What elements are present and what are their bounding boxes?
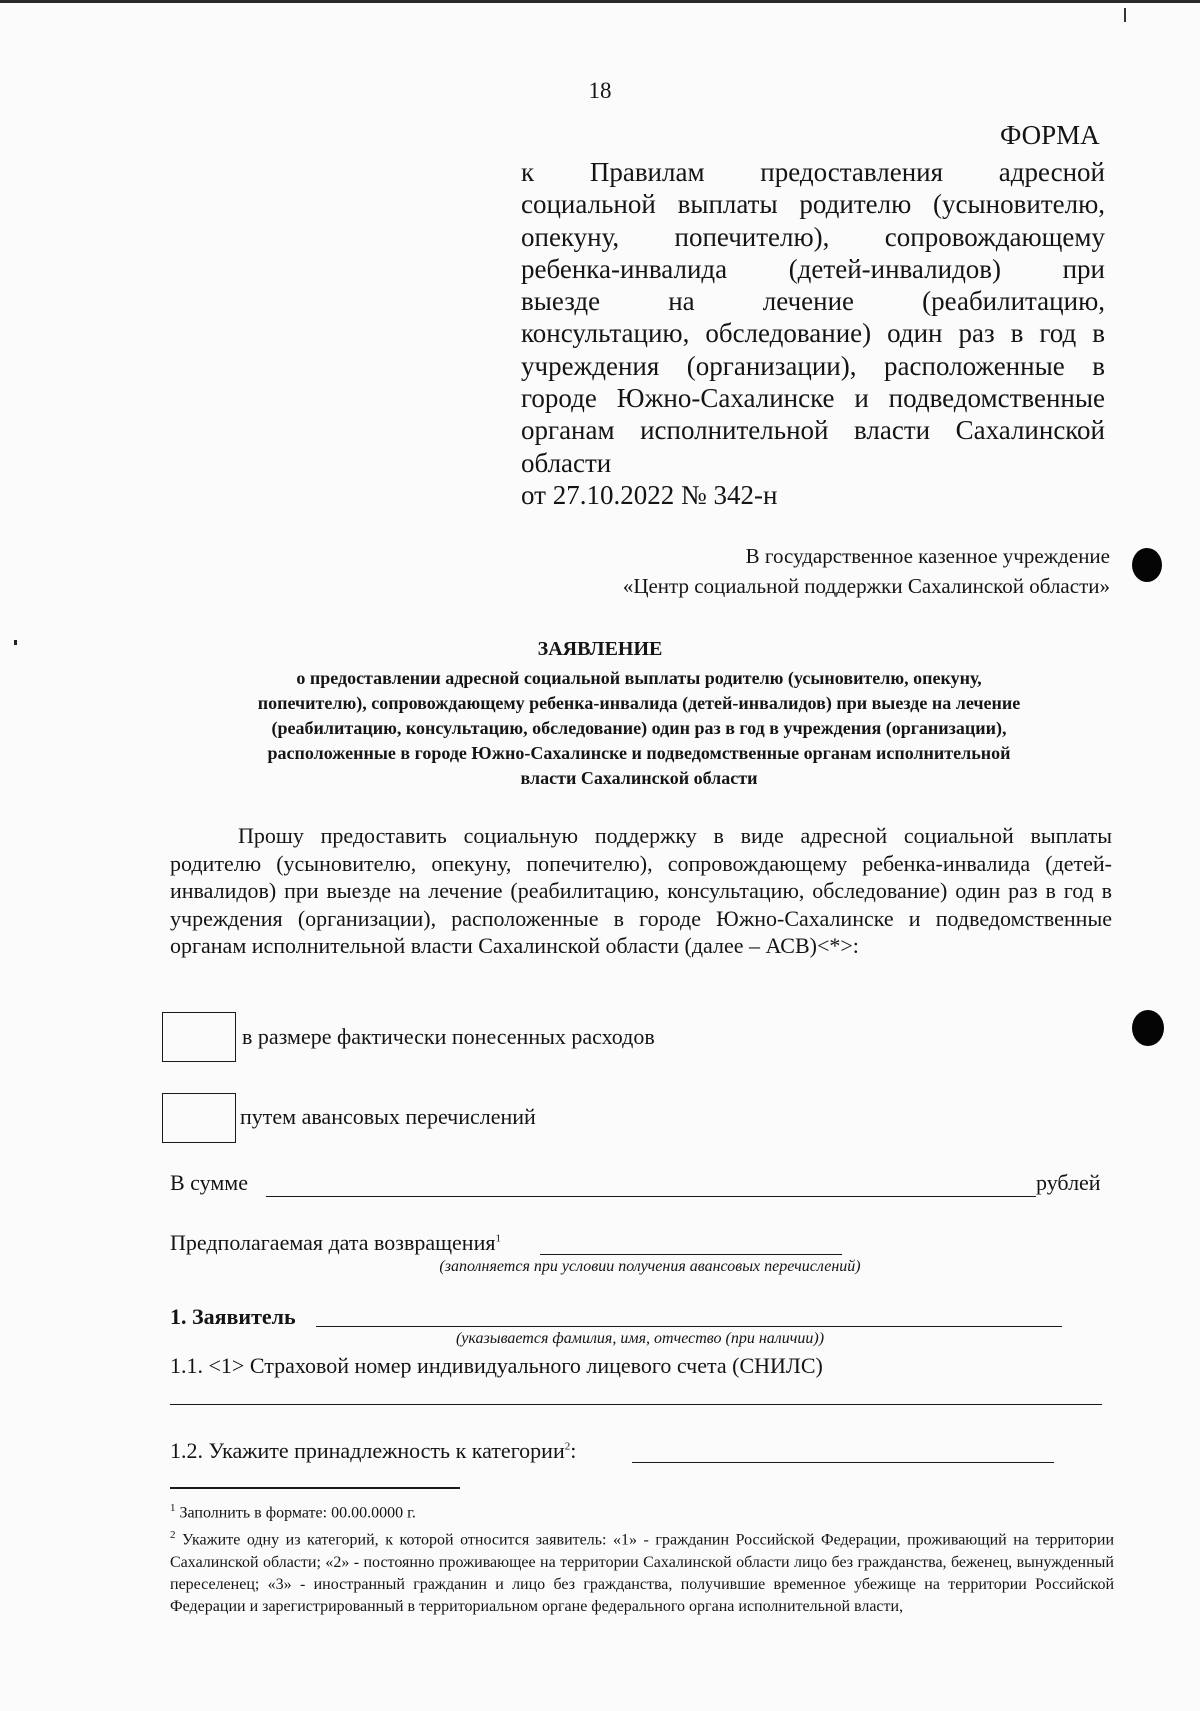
footnote-2-text: Укажите одну из категорий, к которой относится заявитель: «1» - гражданин Российской Федерации, проживающий на территории Сахалинской области; «2» - постоянно проживающее на территории Сахалинской области лицо без гражданства, беженец, вынужденный переселенец; «3» - иностранный гражданин и лицо без гражданства, получившие временное убежище на территории Российской Федерации и зарегистрированный в территориальном органе федерального органа исполнительной власти, (170, 1531, 1115, 1615)
recipient-block (500, 541, 1110, 601)
document-subtitle (150, 666, 1128, 791)
binder-hole-mark (1132, 548, 1162, 582)
amount-unit: рублей (1036, 1170, 1101, 1195)
amount-label: В сумме (170, 1170, 248, 1195)
recipient-line: В государственное казенное учреждение (745, 544, 1110, 568)
appendix-reference: от 27.10.2022 № 342-н (521, 479, 778, 510)
footnote-1-mark: 1 (170, 1502, 176, 1514)
recipient-line: «Центр социальной поддержки Сахалинской области» (622, 574, 1110, 598)
document-title: ЗАЯВЛЕНИЕ (537, 638, 663, 660)
option-actual-expenses-checkbox[interactable] (162, 1012, 236, 1062)
scan-mark (1124, 8, 1126, 22)
subtitle-line: (реабилитацию, консультацию, обследование) один раз в год в учреждения (организации), (271, 718, 1007, 738)
return-date-label: Предполагаемая дата возвращения (170, 1230, 496, 1255)
return-date-field[interactable] (540, 1230, 842, 1255)
applicant-note: (указывается фамилия, имя, отчество (при наличии)) (455, 1330, 825, 1347)
applicant-label: 1. Заявитель (170, 1304, 296, 1329)
request-paragraph (170, 822, 1112, 960)
amount-field[interactable] (266, 1172, 1036, 1197)
appendix-line: выезде на лечение (реабилитацию, (521, 286, 1105, 317)
binder-hole-mark (1132, 1010, 1164, 1046)
footnote-1-text: Заполнить в формате: 00.00.0000 г. (179, 1504, 416, 1522)
category-label-row (170, 1438, 576, 1464)
snils-label: 1.1. <1> Страховой номер индивидуального лицевого счета (СНИЛС) (170, 1353, 823, 1378)
category-colon: : (570, 1438, 577, 1463)
subtitle-line: власти Сахалинской области (520, 768, 758, 788)
footnote-2 (170, 1524, 1114, 1617)
snils-field[interactable] (170, 1380, 1102, 1405)
subtitle-line: попечителю), сопровождающему ребенка-инвалида (детей-инвалидов) при выезде на лечение (257, 693, 1021, 713)
subtitle-line: расположенные в городе Южно-Сахалинске и подведомственные органам исполнительной (267, 743, 1011, 763)
appendix-line: области (521, 447, 612, 478)
appendix-line: ребенка-инвалида (детей-инвалидов) при (521, 253, 1105, 284)
option-advance-payments-checkbox[interactable] (162, 1093, 236, 1143)
appendix-line: к Правилам предоставления адресной (521, 157, 1105, 187)
form-heading: ФОРМА (1000, 120, 1100, 150)
applicant-name-field[interactable] (316, 1304, 1062, 1327)
category-label: 1.2. Укажите принадлежность к категории (170, 1438, 565, 1463)
appendix-line: городе Южно-Сахалинске и подведомственные (521, 383, 1105, 414)
subtitle-line: о предоставлении адресной социальной выплаты родителю (усыновителю, опекуну, (296, 668, 982, 688)
return-date-label-row (170, 1230, 501, 1256)
footnote-1 (170, 1497, 1114, 1524)
page-number: 18 (588, 78, 612, 103)
option-advance-payments-label: путем авансовых перечислений (240, 1104, 536, 1129)
appendix-line: учреждения (организации), расположенные в (521, 350, 1105, 381)
return-date-footnote-mark: 1 (495, 1232, 501, 1245)
top-edge-line (0, 0, 1200, 3)
appendix-line: социальной выплаты родителю (усыновителю, (521, 189, 1105, 220)
footnote-separator (170, 1487, 460, 1489)
request-text: Прошу предоставить социальную поддержку в виде адресной социальной выплаты родителю (усыновителю, опекуну, попечителю), сопровождающему ребенка-инвалида (детей-инвалидов) при выезде на лечение (реабилитацию, консультацию, обследование) один раз в год в учреждения (организации), расположенные в городе Южно-Сахалинске и подведомственные органам исполнительной власти Сахалинской области (далее – АСВ)<*>: (170, 823, 1112, 958)
option-actual-expenses-label: в размере фактически понесенных расходов (242, 1024, 655, 1049)
footnotes-block (170, 1497, 1114, 1618)
appendix-line: опекуну, попечителю), сопровождающему (521, 221, 1105, 252)
footnote-2-mark: 2 (170, 1529, 176, 1542)
appendix-line: консультацию, обследование) один раз в год в (521, 318, 1105, 349)
category-field[interactable] (632, 1438, 1054, 1463)
return-date-note: (заполняется при условии получения авансовых перечислений) (439, 1258, 861, 1275)
scan-speck (14, 640, 17, 645)
appendix-block (521, 156, 1105, 511)
appendix-line: органам исполнительной власти Сахалинской (521, 415, 1105, 446)
category-footnote-mark: 2 (564, 1440, 571, 1453)
